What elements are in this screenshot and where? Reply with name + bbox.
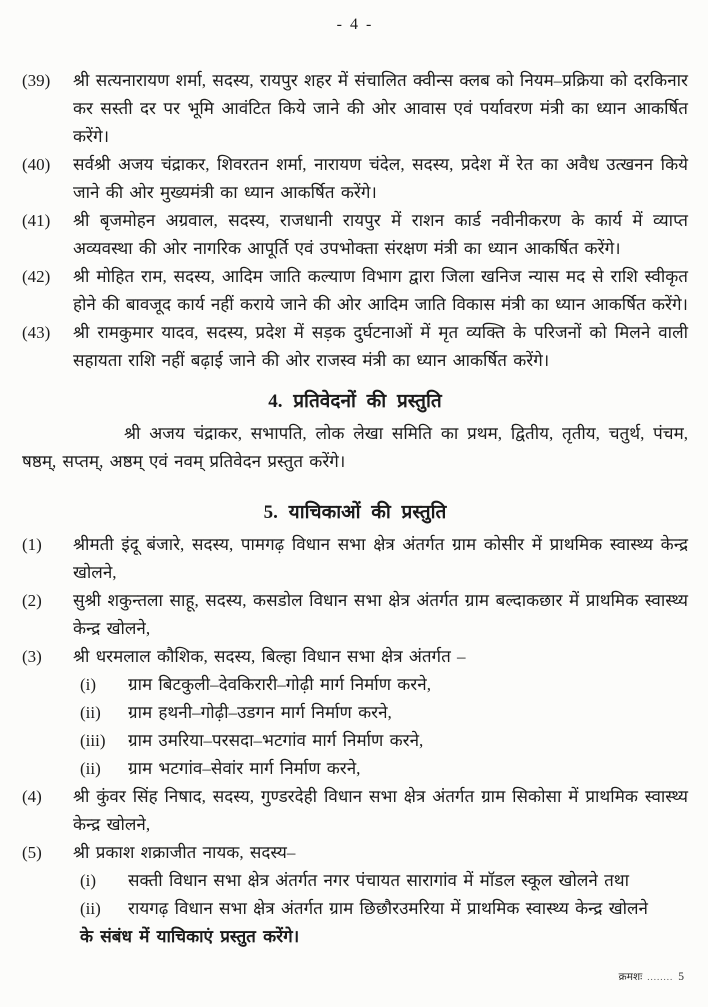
petition-item	[22, 783, 688, 839]
item-text: श्री प्रकाश शक्राजीत नायक, सदस्य–	[73, 843, 296, 862]
petition-sub-item	[80, 895, 688, 923]
item-text: श्री सत्यनारायण शर्मा, सदस्य, रायपुर शहर में संचालित क्वीन्स क्लब को नियम–प्रक्रिया को दरकिनार कर सस्ती दर पर भूमि आवंटित किये जाने की ओर आवास एवं पर्यावरण मंत्री का ध्यान आकर्षित करेंगे।	[73, 71, 688, 146]
petition-sub-item	[80, 699, 688, 727]
notice-item	[22, 319, 688, 375]
continuation-dots: ........	[647, 972, 674, 982]
item-number: (43)	[22, 323, 51, 342]
sub-item-text: ग्राम हथनी–गोढ़ी–उडगन मार्ग निर्माण करने,	[128, 703, 392, 722]
petition-sub-item	[80, 727, 688, 755]
item-number: (4)	[22, 787, 42, 806]
sub-item-number: (i)	[80, 871, 97, 890]
item-text: श्री मोहित राम, सदस्य, आदिम जाति कल्याण विभाग द्वारा जिला खनिज न्यास मद से राशि स्वीकृत होने की बावजूद कार्य नहीं कराये जाने की ओर आदिम जाति विकास मंत्री का ध्यान आकर्षित करेंगे।	[73, 267, 688, 314]
sub-item-number: (iii)	[80, 731, 106, 750]
item-text: सुश्री शकुन्तला साहू, सदस्य, कसडोल विधान सभा क्षेत्र अंतर्गत ग्राम बल्दाकछार में प्राथमिक स्वास्थ्य केन्द्र खोलने,	[73, 591, 688, 638]
item-text: श्री धरमलाल कौशिक, सदस्य, बिल्हा विधान सभा क्षेत्र अंतर्गत –	[73, 647, 466, 666]
item-text: श्री बृजमोहन अग्रवाल, सदस्य, राजधानी रायपुर में राशन कार्ड नवीनीकरण के कार्य में व्याप्त अव्यवस्था की ओर नागरिक आपूर्ति एवं उपभोक्ता संरक्षण मंत्री का ध्यान आकर्षित करेंगे।	[73, 211, 688, 258]
petition-item	[22, 531, 688, 587]
sub-item-number: (ii)	[80, 899, 101, 918]
item-text: सर्वश्री अजय चंद्राकर, शिवरतन शर्मा, नारायण चंदेल, सदस्य, प्रदेश में रेत का अवैध उत्खनन किये जाने की ओर मुख्यमंत्री का ध्यान आकर्षित करेंगे।	[73, 155, 688, 202]
petitions-closing-line: के संबंध में याचिकाएं प्रस्तुत करेंगे।	[80, 927, 300, 946]
petition-sub-item	[80, 755, 688, 783]
sub-item-number: (i)	[80, 675, 97, 694]
petition-item	[22, 587, 688, 643]
petition-item	[22, 643, 688, 671]
sub-item-text: ग्राम उमरिया–परसदा–भटगांव मार्ग निर्माण करने,	[128, 731, 424, 750]
section-reports-body: श्री अजय चंद्राकर, सभापति, लोक लेखा समिति का प्रथम, द्वितीय, तृतीय, चतुर्थ, पंचम, षष्ठम्, सप्तम्, अष्ठम् एवं नवम् प्रतिवेदन प्रस्तुत करेंगे।	[22, 424, 688, 471]
notice-item	[22, 151, 688, 207]
item-text: श्री रामकुमार यादव, सदस्य, प्रदेश में सड़क दुर्घटनाओं में मृत व्यक्ति के परिजनों को मिलने वाली सहायता राशि नहीं बढ़ाई जाने की ओर राजस्व मंत्री का ध्यान आकर्षित करेंगे।	[73, 323, 688, 370]
notice-item	[22, 263, 688, 319]
item-text: श्री कुंवर सिंह निषाद, सदस्य, गुण्डरदेही विधान सभा क्षेत्र अंतर्गत ग्राम सिकोसा में प्राथमिक स्वास्थ्य केन्द्र खोलने,	[73, 787, 688, 834]
item-number: (1)	[22, 535, 42, 554]
item-number: (41)	[22, 211, 51, 230]
sub-item-number: (ii)	[80, 759, 101, 778]
item-number: (40)	[22, 155, 51, 174]
petition-sub-item	[80, 671, 688, 699]
notice-item	[22, 207, 688, 263]
page-number-header: - 4 -	[336, 16, 374, 33]
item-number: (5)	[22, 843, 42, 862]
item-number: (39)	[22, 71, 51, 90]
notice-item	[22, 67, 688, 151]
item-text: श्रीमती इंदू बंजारे, सदस्य, पामगढ़ विधान सभा क्षेत्र अंतर्गत ग्राम कोसीर में प्राथमिक स्वास्थ्य केन्द्र खोलने,	[73, 535, 688, 582]
item-number: (2)	[22, 591, 42, 610]
attention-notices-list	[22, 67, 688, 375]
sub-item-text: सक्ती विधान सभा क्षेत्र अंतर्गत नगर पंचायत सारागांव में मॉडल स्कूल खोलने तथा	[128, 871, 630, 890]
next-page-number: 5	[678, 971, 684, 983]
sub-item-text: रायगढ़ विधान सभा क्षेत्र अंतर्गत ग्राम छिछौरउमरिया में प्राथमिक स्वास्थ्य केन्द्र खोलने	[128, 899, 648, 918]
sub-item-text: ग्राम बिटकुली–देवकिरारी–गोढ़ी मार्ग निर्माण करने,	[128, 675, 431, 694]
petition-sub-item	[80, 867, 688, 895]
petitions-list	[22, 531, 688, 951]
section-reports-title: 4. प्रतिवेदनों की प्रस्तुति	[268, 391, 442, 412]
continued-label: क्रमशः	[618, 972, 643, 983]
item-number: (42)	[22, 267, 51, 286]
sub-item-text: ग्राम भटगांव–सेवांर मार्ग निर्माण करने,	[128, 759, 361, 778]
section-petitions-title: 5. याचिकाओं की प्रस्तुति	[263, 502, 447, 523]
item-number: (3)	[22, 647, 42, 666]
footer-continuation	[619, 970, 684, 985]
sub-item-number: (ii)	[80, 703, 101, 722]
petition-item	[22, 839, 688, 867]
